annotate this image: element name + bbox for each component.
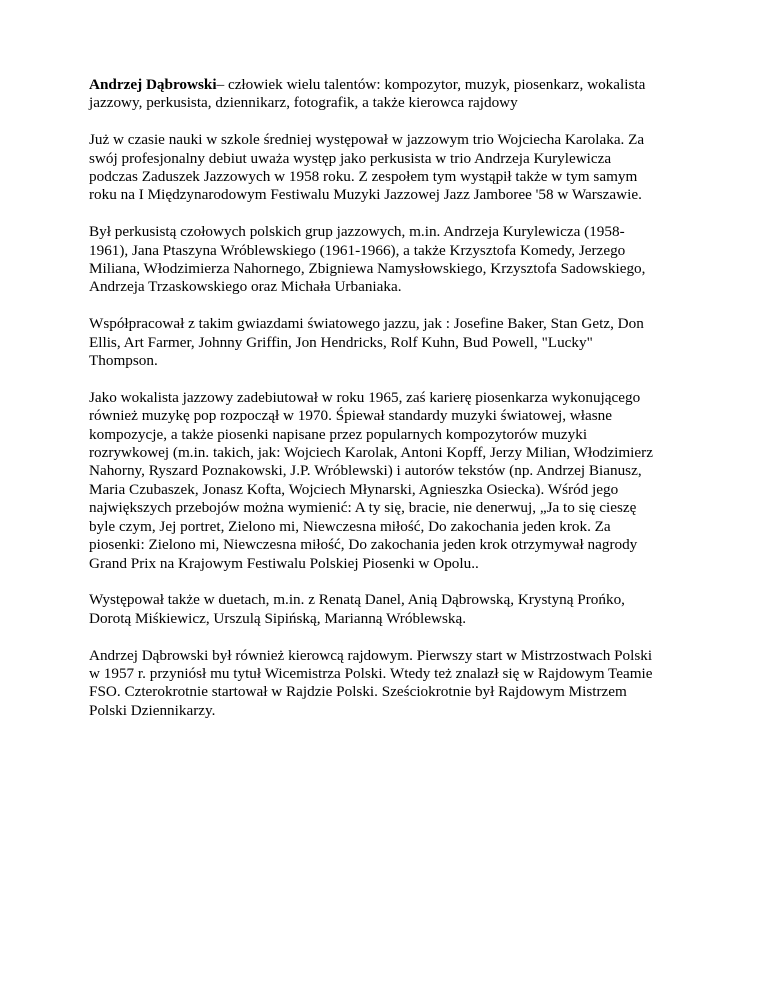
paragraph-jazz-groups: Był perkusistą czołowych polskich grup jazzowych, m.in. Andrzeja Kurylewicza (1958- 1961), Jana Ptaszyna Wróblewskiego (1961-1966), a także Krzysztofa Komedy, Jerzego Miliana, Włodzimierza Nahornego, Zbigniewa Namysłowskiego, Krzysztofa Sadowskiego, Andrzeja Trzaskowskiego oraz Michała Urbaniaka. xyxy=(89,223,646,296)
document-page xyxy=(89,76,689,739)
subject-name: Andrzej Dąbrowski xyxy=(89,76,217,93)
paragraph-rally-driver: Andrzej Dąbrowski był również kierowcą rajdowym. Pierwszy start w Mistrzostwach Polski w 1957 r. przyniósł mu tytuł Wicemistrza Polski. Wtedy też znalazł się w Rajdowym Teamie FSO. Czterokrotnie startował w Rajdzie Polski. Sześciokrotnie był Rajdowym Mistrzem Polski Dziennikarzy. xyxy=(89,646,653,719)
intro-text: – człowiek wielu talentów: kompozytor, muzyk, piosenkarz, wokalista jazzowy, perkusista, dziennikarz, fotografik, a także kierowca rajdowy xyxy=(89,76,646,112)
intro-paragraph xyxy=(89,76,689,113)
paragraph-collaborations: Współpracował z takim gwiazdami światowego jazzu, jak : Josefine Baker, Stan Getz, Don Ellis, Art Farmer, Johnny Griffin, Jon Hendricks, Rolf Kuhn, Bud Powell, "Lucky" Thompson. xyxy=(89,315,644,370)
paragraph-vocal-career: Jako wokalista jazzowy zadebiutował w roku 1965, zaś karierę piosenkarza wykonującego również muzykę pop rozpoczął w 1970. Śpiewał standardy muzyki światowej, własne kompozycje, a także piosenki napisane przez popularnych kompozytorów muzyki rozrywkowej (m.in. takich, jak: Wojciech Karolak, Antoni Kopff, Jerzy Milian, Włodzimierz Nahorny, Ryszard Poznakowski, J.P. Wróblewski) i autorów tekstów (np. Andrzej Bianusz, Maria Czubaszek, Jonasz Kofta, Wojciech Młynarski, Agnieszka Osiecka). Wśród jego największych przebojów można wymienić: A ty się, bracie, nie denerwuj, „Ja to się cieszę byle czym, Jej portret, Zielono mi, Niewczesna miłość, Do zakochania jeden krok. Za piosenki: Zielono mi, Niewczesna miłość, Do zakochania jeden krok otrzymywał nagrody Grand Prix na Krajowym Festiwalu Polskiej Piosenki w Opolu.. xyxy=(89,388,653,572)
paragraph-duets: Występował także w duetach, m.in. z Renatą Danel, Anią Dąbrowską, Krystyną Prońko, Dorotą Miśkiewicz, Urszulą Sipińską, Marianną Wróblewską. xyxy=(89,591,625,627)
paragraph-early-career: Już w czasie nauki w szkole średniej występował w jazzowym trio Wojciecha Karolaka. Za swój profesjonalny debiut uważa występ jako perkusista w trio Andrzeja Kurylewicza podczas Zaduszek Jazzowych w 1958 roku. Z zespołem tym wystąpił także w tym samym roku na I Międzynarodowym Festiwalu Muzyki Jazzowej Jazz Jamboree '58 w Warszawie. xyxy=(89,131,645,204)
